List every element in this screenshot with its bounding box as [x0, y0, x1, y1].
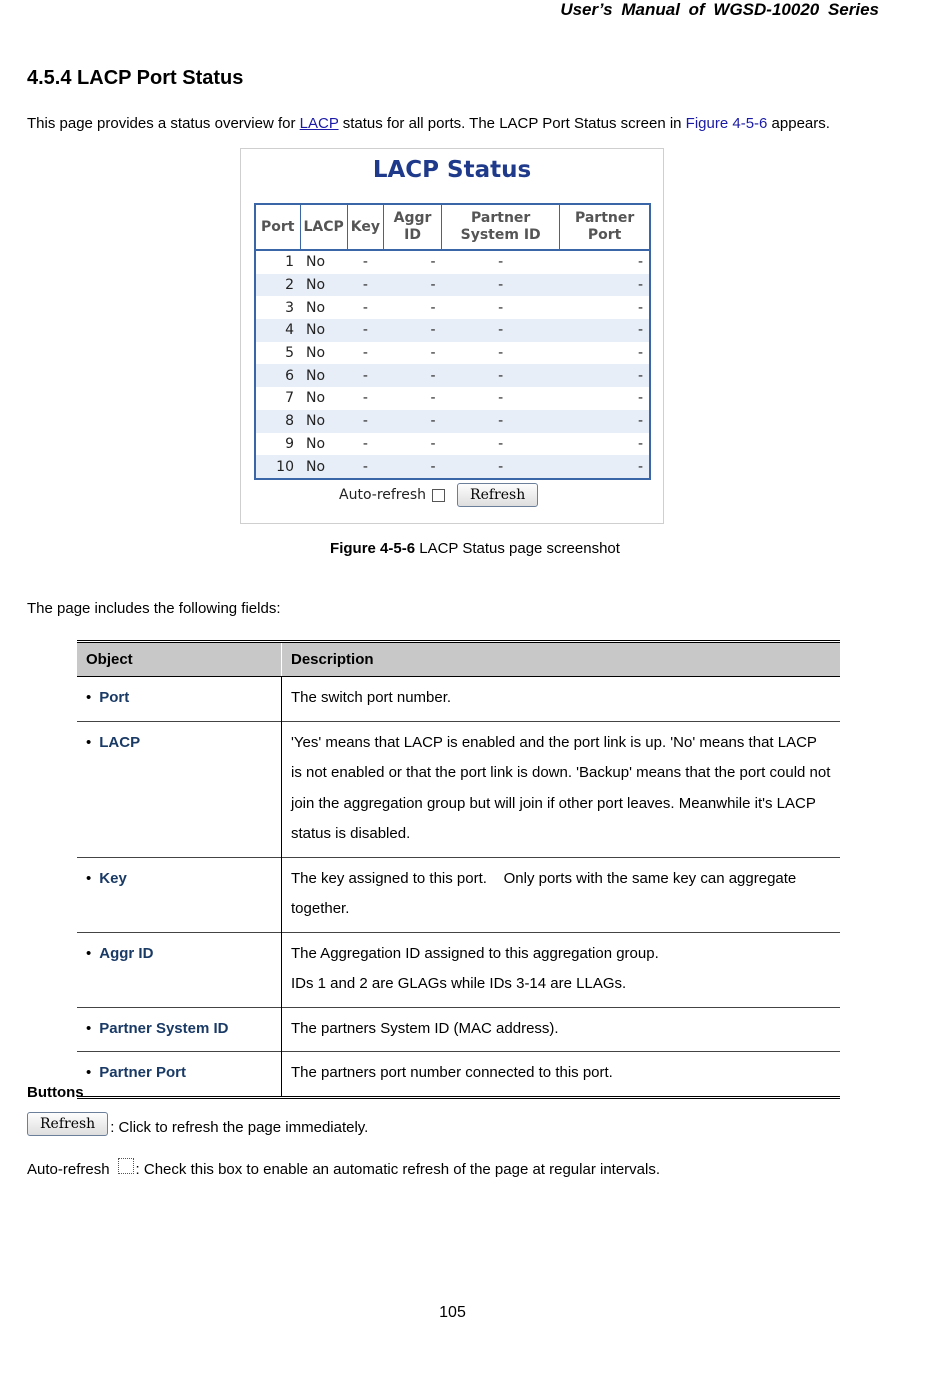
cell-partner-system-id: - — [498, 390, 504, 407]
auto-refresh-checkbox[interactable] — [432, 489, 445, 502]
cell-partner-system-id: - — [442, 250, 560, 274]
cell-aggr-id: - — [384, 250, 442, 274]
fields-intro: The page includes the following fields: — [27, 600, 281, 617]
object-row-aggr-id — [77, 932, 840, 1007]
cell-partner-port: - — [560, 274, 650, 297]
cell-lacp: No — [300, 410, 347, 433]
cell-lacp: No — [300, 455, 347, 479]
object-name: Partner Port — [99, 1064, 186, 1081]
cell-partner-system-id: - — [442, 319, 560, 342]
cell-aggr-id: - — [430, 390, 436, 407]
intro-pre: This page provides a status overview for — [27, 115, 300, 132]
cell-port: 8 — [255, 410, 300, 433]
cell-lacp: No — [300, 319, 347, 342]
cell-key: - — [362, 345, 368, 362]
cell-partner-system-id: - — [498, 435, 504, 452]
cell-aggr-id: - — [430, 299, 436, 316]
col-aggr-id: Aggr ID — [384, 204, 442, 250]
cell-lacp: No — [306, 390, 326, 407]
lacp-row — [255, 319, 650, 342]
intro-paragraph — [27, 115, 830, 132]
cell-aggr-id: - — [384, 455, 442, 479]
description-line-1: The Aggregation ID assigned to this aggregation group. — [291, 944, 659, 962]
cell-partner-port: - — [560, 410, 650, 433]
lacp-row — [255, 274, 650, 297]
cell-key: - — [362, 435, 368, 452]
lacp-status-title: LACP Status — [372, 157, 532, 183]
cell-key: - — [347, 410, 383, 433]
col-partner-system-id: Partner System ID — [442, 204, 560, 250]
cell-partner-system-id: - — [498, 345, 504, 362]
cell-partner-system-id: - — [498, 299, 504, 316]
object-name: Aggr ID — [99, 944, 154, 962]
cell-port: 10 — [255, 455, 300, 479]
col-lacp: LACP — [300, 204, 347, 250]
object-header-row — [77, 642, 840, 677]
object-description: 'Yes' means that LACP is enabled and the port link is up. 'No' means that LACP is not enabled or that the port link is down. 'Backup' means that the port could not join the aggregation group but will join if other port leaves. Meanwhile it's LACP status is disabled. — [282, 721, 841, 857]
header-description: Description — [282, 642, 841, 677]
cell-partner-system-id: - — [442, 410, 560, 433]
refresh-button[interactable]: Refresh — [457, 483, 538, 507]
cell-port: 1 — [255, 250, 300, 274]
bullet-icon: • — [86, 1064, 92, 1081]
cell-partner-port: - — [637, 390, 643, 407]
bullet-icon: • — [86, 1019, 92, 1037]
buttons-title: Buttons — [27, 1084, 84, 1101]
cell-port: 6 — [255, 364, 300, 387]
object-row-partner-port — [77, 1052, 840, 1098]
lacp-row — [255, 433, 650, 456]
cell-lacp: No — [306, 435, 326, 452]
figure-link[interactable]: Figure 4-5-6 — [685, 115, 768, 132]
caption-figure-number: Figure 4-5-6 — [330, 540, 416, 557]
page-number: 105 — [439, 1304, 466, 1321]
object-row-partner-system-id — [77, 1007, 840, 1052]
object-name: Key — [99, 869, 127, 887]
lacp-row — [255, 250, 650, 274]
bullet-icon: • — [86, 944, 92, 962]
cell-partner-system-id: - — [442, 274, 560, 297]
object-description: The partners System ID (MAC address). — [282, 1007, 841, 1052]
cell-port: 2 — [255, 274, 300, 297]
lacp-row — [255, 296, 650, 319]
object-description: The key assigned to this port. Only ports with the same key can aggregate together. — [282, 857, 841, 932]
lacp-header-row — [255, 204, 650, 250]
intro-post: appears. — [767, 115, 830, 132]
cell-lacp: No — [306, 299, 326, 316]
cell-lacp: No — [300, 274, 347, 297]
object-description: The partners port number connected to this port. — [282, 1052, 841, 1098]
object-description — [282, 932, 841, 1007]
cell-key: - — [362, 390, 368, 407]
cell-partner-port: - — [560, 319, 650, 342]
cell-key: - — [347, 274, 383, 297]
refresh-button-help — [27, 1112, 368, 1136]
cell-aggr-id: - — [430, 345, 436, 362]
bullet-icon: • — [86, 869, 92, 887]
cell-partner-port: - — [560, 250, 650, 274]
col-partner-port: Partner Port — [560, 204, 650, 250]
caption-text: LACP Status page screenshot — [415, 540, 620, 557]
cell-key: - — [347, 364, 383, 387]
cell-lacp: No — [300, 250, 347, 274]
cell-port: 7 — [285, 390, 294, 407]
object-description: The switch port number. — [282, 677, 841, 722]
cell-partner-port: - — [637, 299, 643, 316]
cell-partner-system-id: - — [442, 455, 560, 479]
cell-key: - — [362, 299, 368, 316]
auto-refresh-help — [27, 1161, 660, 1178]
auto-refresh-checkbox-sample[interactable] — [118, 1158, 134, 1174]
cell-partner-port: - — [637, 435, 643, 452]
header-object: Object — [77, 642, 282, 677]
object-name: Partner System ID — [99, 1019, 229, 1037]
cell-port: 4 — [255, 319, 300, 342]
object-name: LACP — [99, 733, 141, 751]
lacp-row — [255, 387, 650, 410]
cell-lacp: No — [306, 345, 326, 362]
cell-partner-port: - — [560, 455, 650, 479]
cell-aggr-id: - — [384, 364, 442, 387]
lacp-row — [255, 364, 650, 387]
cell-aggr-id: - — [384, 319, 442, 342]
lacp-status-screenshot — [240, 148, 664, 524]
section-title: 4.5.4 LACP Port Status — [27, 67, 244, 89]
cell-port: 9 — [285, 435, 294, 452]
lacp-row — [255, 342, 650, 365]
cell-aggr-id: - — [384, 274, 442, 297]
cell-key: - — [347, 250, 383, 274]
manual-header: User’s Manual of WGSD-10020 Series — [560, 0, 879, 19]
auto-refresh-text: Auto-refresh — [27, 1161, 110, 1178]
object-name: Port — [99, 689, 130, 706]
col-key: Key — [347, 204, 383, 250]
cell-partner-port: - — [560, 364, 650, 387]
cell-port: 5 — [285, 345, 294, 362]
cell-key: - — [347, 319, 383, 342]
cell-aggr-id: - — [430, 435, 436, 452]
figure-controls — [339, 483, 538, 507]
cell-partner-port: - — [637, 345, 643, 362]
auto-refresh-label: Auto-refresh — [339, 487, 427, 503]
lacp-row — [255, 455, 650, 479]
cell-key: - — [347, 455, 383, 479]
object-row-key — [77, 857, 840, 932]
lacp-row — [255, 410, 650, 433]
cell-aggr-id: - — [384, 410, 442, 433]
object-row-lacp — [77, 721, 840, 857]
refresh-description: : Click to refresh the page immediately. — [110, 1119, 369, 1136]
figure-caption — [0, 540, 950, 557]
cell-partner-system-id: - — [442, 364, 560, 387]
object-description-table — [77, 640, 840, 1099]
object-row-port — [77, 677, 840, 722]
cell-port: 3 — [285, 299, 294, 316]
bullet-icon: • — [86, 689, 92, 706]
auto-refresh-description: : Check this box to enable an automatic refresh of the page at regular intervals. — [135, 1161, 661, 1178]
col-port: Port — [255, 204, 300, 250]
lacp-status-table — [254, 203, 651, 480]
intro-mid: status for all ports. The LACP Port Status screen in — [338, 115, 686, 132]
description-line-2: IDs 1 and 2 are GLAGs while IDs 3-14 are LLAGs. — [291, 975, 627, 992]
refresh-button-sample[interactable]: Refresh — [27, 1112, 108, 1136]
cell-lacp: No — [300, 364, 347, 387]
lacp-link[interactable]: LACP — [299, 115, 339, 132]
bullet-icon: • — [86, 733, 92, 751]
